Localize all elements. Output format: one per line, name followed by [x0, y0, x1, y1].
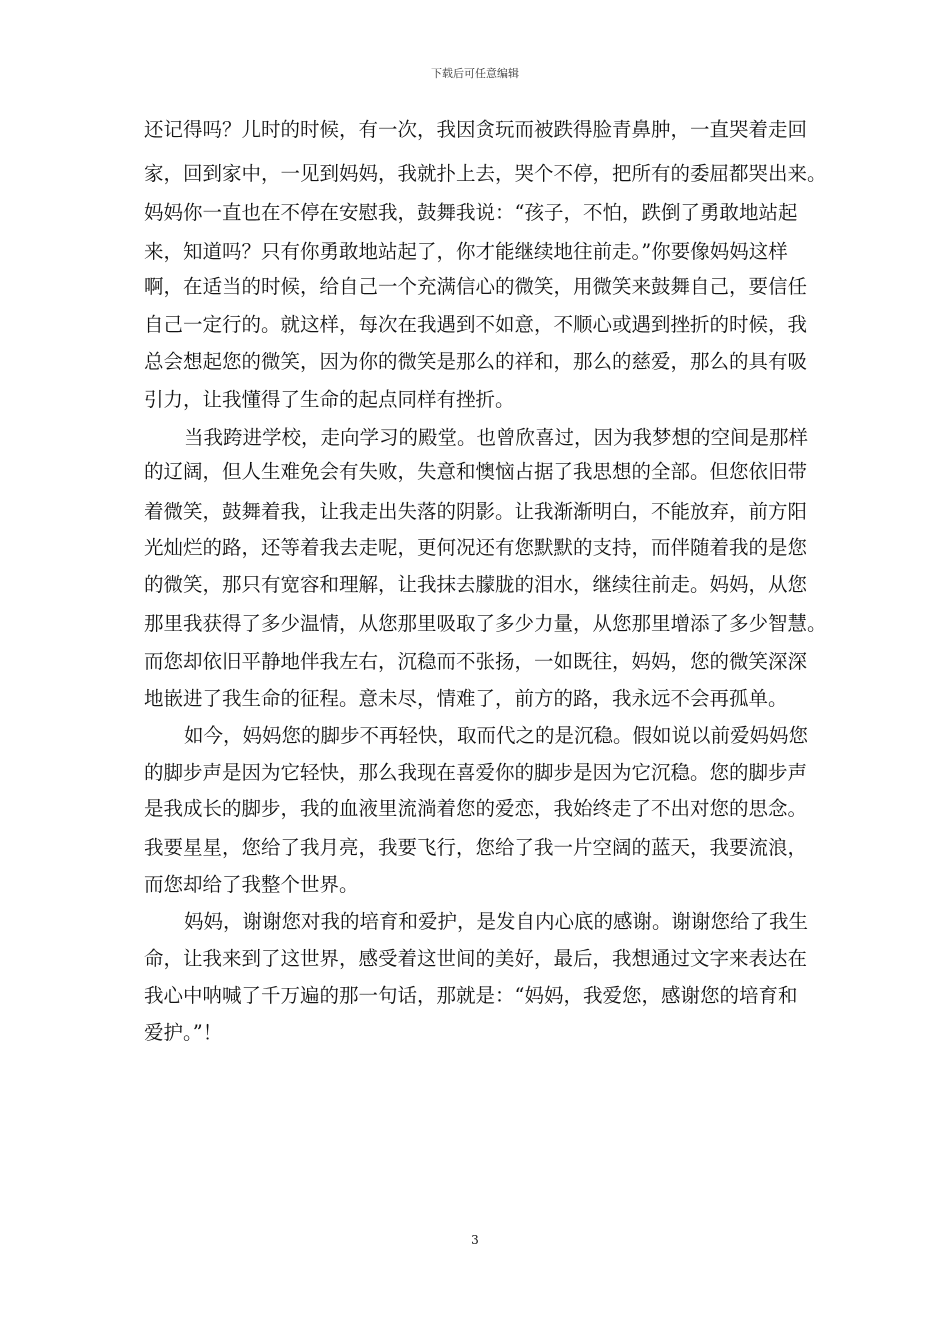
- body-line: 是我成长的脚步，我的血液里流淌着您的爱恋，我始终走了不出对您的思念。: [144, 797, 808, 820]
- body-line: 而您却依旧平静地伴我左右，沉稳而不张扬，一如既往，妈妈，您的微笑深深: [144, 650, 808, 673]
- body-line: 啊，在适当的时候，给自己一个充满信心的微笑，用微笑来鼓舞自己，要信任: [144, 275, 808, 298]
- body-line: 我心中呐喊了千万遍的那一句话，那就是：“妈妈，我爱您，感谢您的培育和: [144, 984, 798, 1007]
- page-header: 下载后可任意编辑: [431, 67, 519, 80]
- body-line: 地嵌进了我生命的征程。意未尽，情难了，前方的路，我永远不会再孤单。: [144, 687, 788, 710]
- body-line: 那里我获得了多少温情，从您那里吸取了多少力量，从您那里增添了多少智慧。: [144, 612, 827, 635]
- body-line: 而您却给了我整个世界。: [144, 873, 359, 896]
- body-line: 的微笑，那只有宽容和理解，让我抹去朦胧的泪水，继续往前走。妈妈，从您: [144, 573, 808, 596]
- body-line: 命，让我来到了这世界，感受着这世间的美好，最后，我想通过文字来表达在: [144, 947, 808, 970]
- body-line: 家，回到家中，一见到妈妈，我就扑上去，哭个不停，把所有的委屈都哭出来。: [144, 162, 827, 185]
- body-line: 我要星星，您给了我月亮，我要飞行，您给了我一片空阔的蓝天，我要流浪，: [144, 836, 808, 859]
- body-line: 着微笑，鼓舞着我，让我走出失落的阴影。让我渐渐明白，不能放弃，前方阳: [144, 500, 808, 523]
- body-line: 引力，让我懂得了生命的起点同样有挫折。: [144, 388, 515, 411]
- body-line: 总会想起您的微笑，因为你的微笑是那么的祥和，那么的慈爱，那么的具有吸: [144, 350, 808, 373]
- body-line: 妈妈你一直也在不停在安慰我，鼓舞我说：“孩子，不怕，跌倒了勇敢地站起: [144, 201, 798, 224]
- paragraph-first-line: 妈妈，谢谢您对我的培育和爱护，是发自内心底的感谢。谢谢您给了我生: [184, 910, 809, 933]
- body-line: 光灿烂的路，还等着我去走呢，更何况还有您默默的支持，而伴随着我的是您: [144, 536, 808, 559]
- body-line: 自己一定行的。就这样，每次在我遇到不如意，不顺心或遇到挫折的时候，我: [144, 313, 808, 336]
- paragraph-first-line: 当我跨进学校，走向学习的殿堂。也曾欣喜过，因为我梦想的空间是那样: [184, 426, 809, 449]
- page-number: 3: [471, 1233, 479, 1247]
- paragraph-first-line: 如今，妈妈您的脚步不再轻快，取而代之的是沉稳。假如说以前爱妈妈您: [184, 724, 809, 747]
- body-line: 的辽阔，但人生难免会有失败，失意和懊恼占据了我思想的全部。但您依旧带: [144, 460, 808, 483]
- body-line: 来，知道吗？只有你勇敢地站起了，你才能继续地往前走。”你要像妈妈这样: [144, 240, 788, 263]
- body-line: 爱护。”！: [144, 1021, 223, 1044]
- body-line: 还记得吗？儿时的时候，有一次，我因贪玩而被跌得脸青鼻肿，一直哭着走回: [144, 118, 808, 141]
- body-line: 的脚步声是因为它轻快，那么我现在喜爱你的脚步是因为它沉稳。您的脚步声: [144, 761, 808, 784]
